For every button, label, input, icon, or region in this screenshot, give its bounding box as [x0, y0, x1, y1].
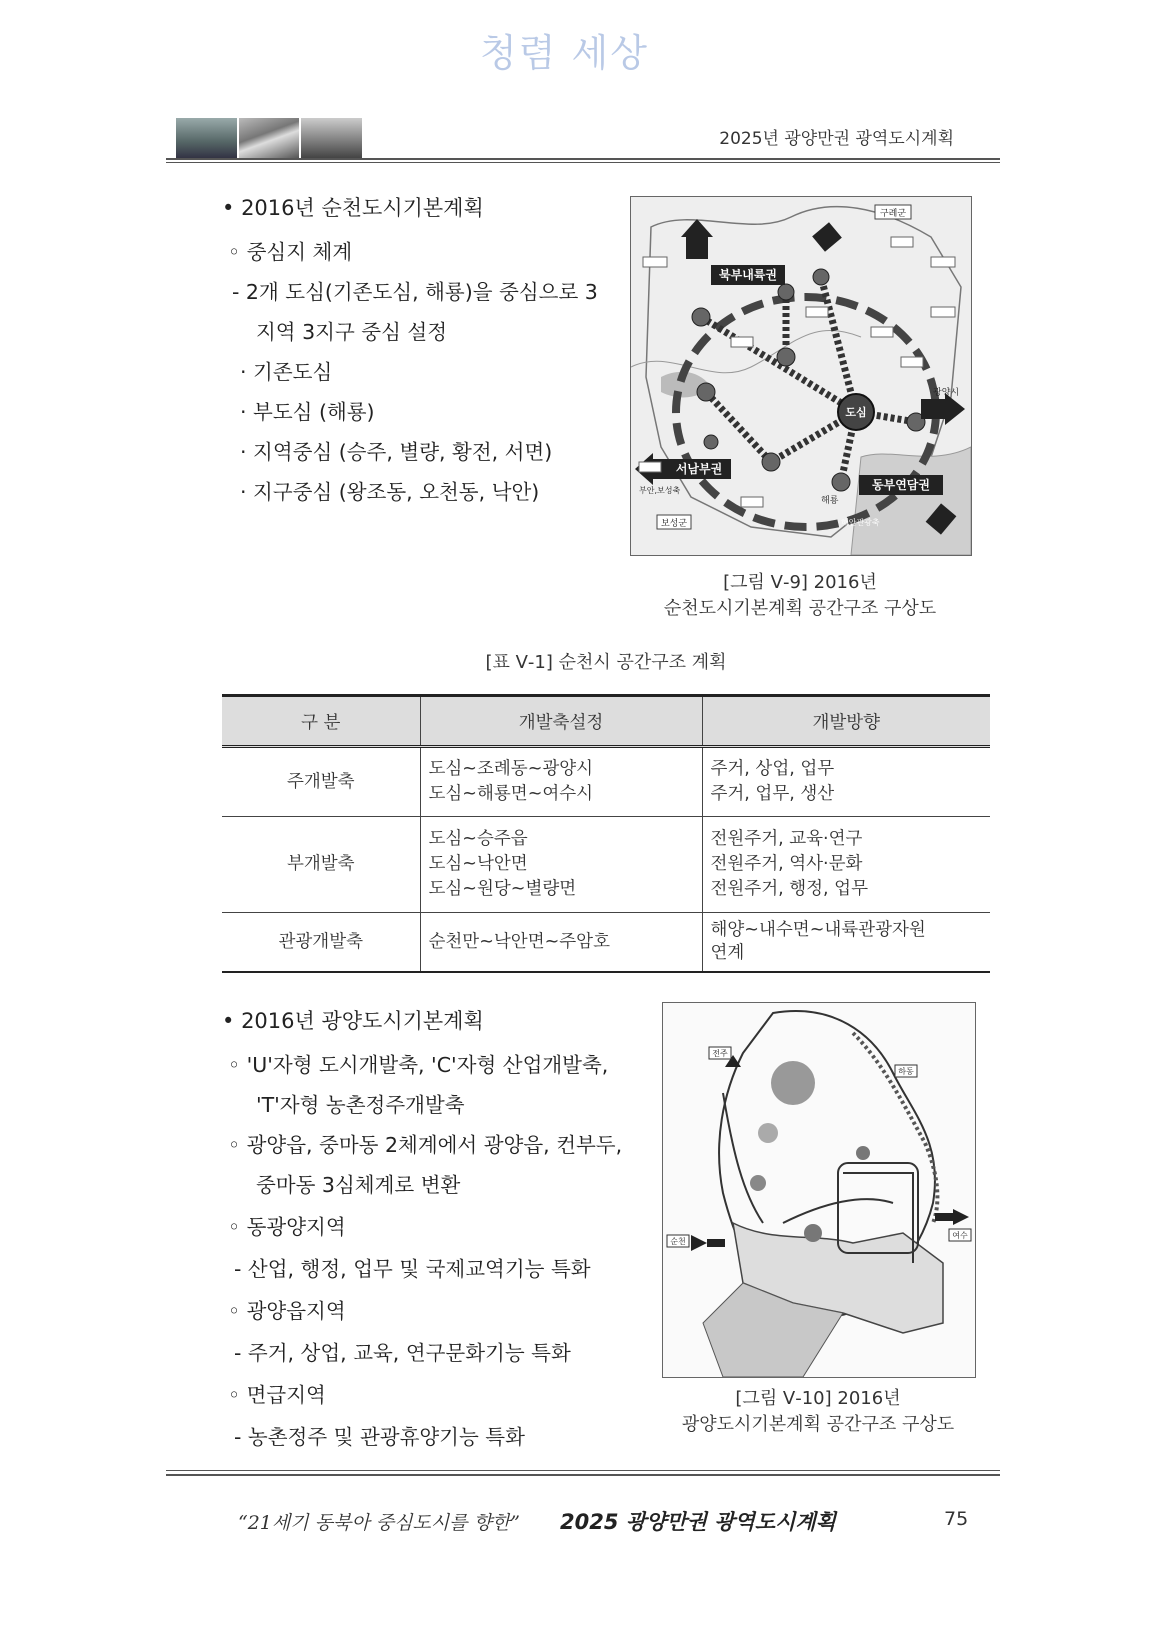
table-cell-direction: [702, 913, 990, 973]
map-label-eastern: 동부연담권: [872, 478, 930, 492]
section1-line: · 기존도심: [240, 360, 333, 384]
table-cell-category: 주개발축: [222, 747, 420, 817]
map-label-suncheon: 순천: [670, 1237, 686, 1246]
header-photo-1: [176, 118, 237, 158]
axis-line: 도심~조례동~광양시: [428, 759, 594, 779]
gwangyang-spatial-structure-map: [662, 1002, 976, 1378]
section1-line: · 지구중심 (왕조동, 오천동, 낙안): [240, 480, 540, 504]
page-number: 75: [944, 1508, 969, 1530]
table-cell-axis: [420, 747, 702, 817]
header-rule-thin: [166, 162, 1000, 163]
direction-line: 주거, 상업, 업무: [710, 759, 835, 779]
suncheon-spatial-structure-table: [222, 694, 990, 973]
header-title: 2025년 광양만권 광역도시계획: [719, 129, 954, 149]
footer-rule: [166, 1474, 1000, 1476]
map-label-jeonju: 전주: [712, 1049, 728, 1058]
section2-line: ◦ 면급지역: [228, 1383, 326, 1407]
axis-line: 도심~원당~별량면: [428, 879, 577, 899]
axis-line: 순천만~낙안면~주암호: [428, 931, 610, 952]
table-row: [222, 913, 990, 973]
map-label-haeryong: 해룡: [821, 496, 839, 506]
gwangyang-map-graphic: [663, 1003, 975, 1377]
map-label-buan-axis: 부안,보성축: [639, 486, 681, 495]
axis-line: 도심~해룡면~여수시: [428, 784, 594, 804]
section2-title: • 2016년 광양도시기본계획: [222, 1009, 484, 1033]
integrity-watermark-logo: 청렴 세상: [480, 31, 649, 75]
section1-line: · 지역중심 (승주, 별량, 황전, 서면): [240, 440, 553, 464]
table-cell-axis: [420, 817, 702, 913]
map-label-yeosu: 여수: [952, 1231, 968, 1240]
header-photo-2: [239, 118, 300, 158]
section2-line: 'T'자형 농촌정주개발축: [256, 1093, 465, 1117]
figure-caption-v9: [620, 570, 980, 622]
direction-line: 전원주거, 교육·연구: [710, 829, 863, 849]
figure-caption-v10-line2: 광양도시기본계획 공간구조 구상도: [681, 1414, 955, 1435]
table-header-axis: 개발축설정: [420, 696, 702, 747]
table-cell-direction: [702, 817, 990, 913]
axis-line: 도심~낙안면: [428, 854, 528, 874]
map-label-northern: 북부내륙권: [719, 268, 777, 282]
footer-title: 2025 광양만권 광역도시계획: [560, 1510, 836, 1534]
section2-line: ◦ 'U'자형 도시개발축, 'C'자형 산업개발축,: [228, 1053, 609, 1077]
map-label-hadong: 하동: [898, 1067, 914, 1076]
section2-line: ◦ 동광양지역: [228, 1215, 346, 1239]
figure-caption-v10: [652, 1386, 984, 1438]
table-caption: [표 Ⅴ-1] 순천시 공간구조 계획: [485, 652, 727, 673]
direction-line: 전원주거, 역사·문화: [710, 854, 863, 874]
direction-line: 연계: [710, 943, 745, 963]
footer-rule-thin: [166, 1470, 1000, 1471]
table-cell-axis: [420, 913, 702, 973]
section1-line: 지역 3지구 중심 설정: [256, 320, 448, 344]
section2-line: - 농촌정주 및 관광휴양기능 특화: [234, 1425, 525, 1449]
map-label-gwangyang: 광양시: [933, 388, 960, 398]
table-row: [222, 747, 990, 817]
figure-caption-v9-line2: 순천도시기본계획 공간구조 구상도: [663, 598, 937, 619]
header-rule: [166, 158, 1000, 160]
map-label-southwest: 서남부권: [675, 462, 723, 476]
table-cell-category: 관광개발축: [222, 913, 420, 973]
section2-line: - 산업, 행정, 업무 및 국제교역기능 특화: [234, 1257, 591, 1281]
direction-line: 전원주거, 행정, 업무: [710, 879, 868, 899]
table-cell-direction: [702, 747, 990, 817]
suncheon-spatial-structure-map: [630, 196, 972, 556]
footer-slogan: “21세기 동북아 중심도시를 향한”: [238, 1512, 520, 1534]
table-header-row: [222, 696, 990, 747]
table-header-category: 구 분: [222, 696, 420, 747]
suncheon-map-graphic: [631, 197, 971, 555]
direction-line: 해양~내수면~내륙관광자원: [710, 920, 926, 940]
map-label-downtown: 도심: [845, 406, 867, 419]
section2-line: ◦ 광양읍지역: [228, 1299, 346, 1323]
header-photo-strip: [176, 118, 362, 158]
section2-line: - 주거, 상업, 교육, 연구문화기능 특화: [234, 1341, 571, 1365]
header-photo-3: [301, 118, 362, 158]
figure-caption-v9-line1: [그림 Ⅴ-9] 2016년: [723, 572, 877, 593]
table-cell-category: 부개발축: [222, 817, 420, 913]
table-row: [222, 817, 990, 913]
map-label-gurye: 구례군: [879, 209, 907, 219]
map-label-coastal-axis: 해안관광축: [841, 518, 880, 527]
section1-line: - 2개 도심(기존도심, 해룡)을 중심으로 3: [232, 280, 598, 304]
section1-line: ◦ 중심지 체계: [228, 240, 353, 264]
map-label-boseong: 보성군: [660, 519, 688, 529]
section1-title: • 2016년 순천도시기본계획: [222, 196, 484, 220]
table-header-direction: 개발방향: [702, 696, 990, 747]
section2-line: ◦ 광양읍, 중마동 2체계에서 광양읍, 컨부두,: [228, 1133, 623, 1157]
figure-caption-v10-line1: [그림 Ⅴ-10] 2016년: [735, 1388, 901, 1409]
axis-line: 도심~승주읍: [428, 829, 528, 849]
section1-line: · 부도심 (해룡): [240, 400, 375, 424]
direction-line: 주거, 업무, 생산: [710, 784, 835, 804]
section2-line: 중마동 3심체계로 변환: [256, 1173, 461, 1197]
